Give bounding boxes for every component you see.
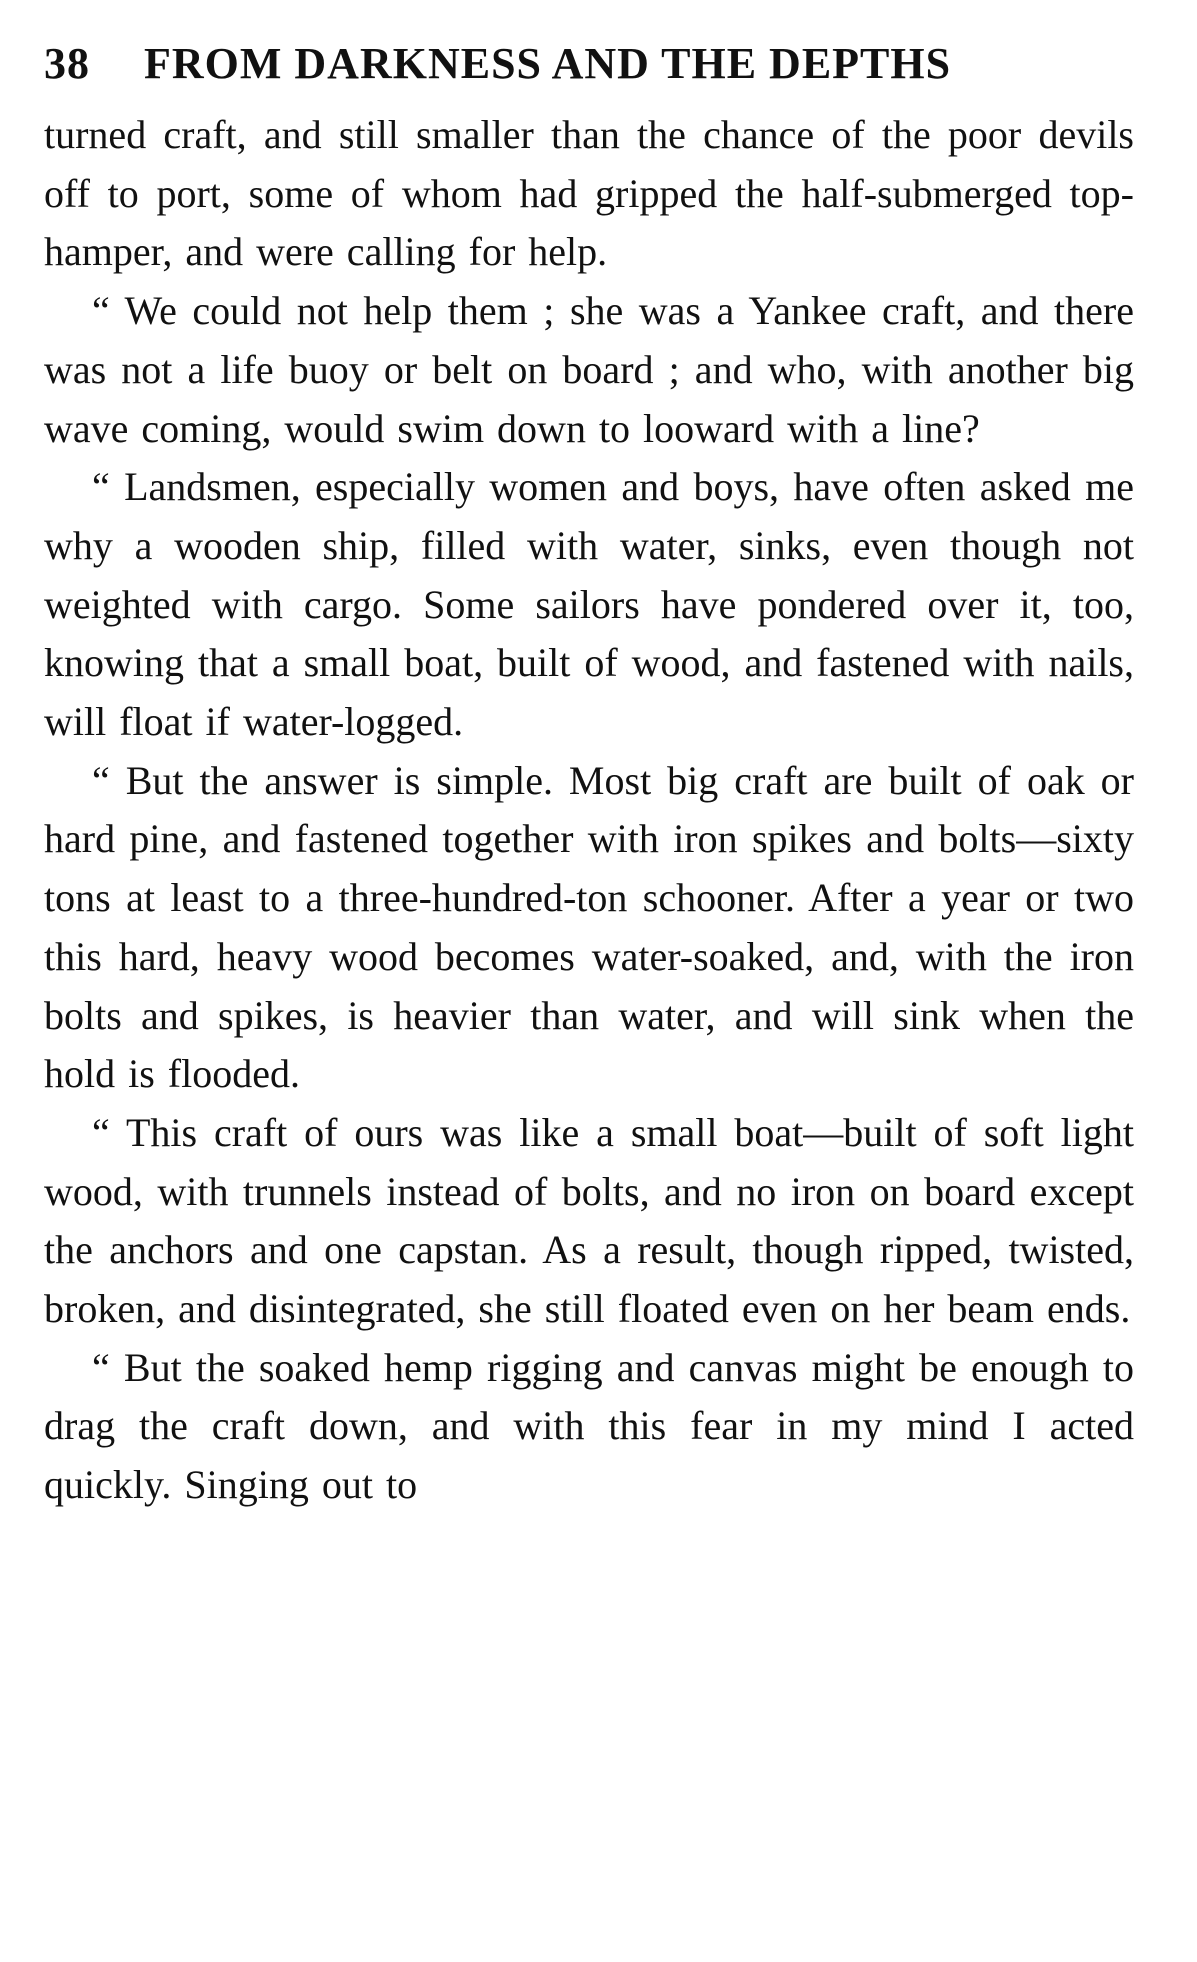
- running-head: [44, 36, 1134, 100]
- paragraph: “ We could not help them ; she was a Yankee craft, and there was not a life buoy or belt on board ; and who, with another big wave coming, would swim down to looward with a line?: [44, 288, 1134, 451]
- paragraph: “ This craft of ours was like a small boat—built of soft light wood, with trunnels instead of bolts, and no iron on board except the anchors and one capstan. As a result, though ripped, twisted, broken, and disintegrated, she still floated even on her beam ends.: [44, 1109, 1134, 1332]
- paragraph-continued: turned craft, and still smaller than the chance of the poor devils off to port, some of whom had gripped the half-submerged top-hamper, and were calling for help.: [44, 112, 1134, 275]
- paragraph: “ Landsmen, especially women and boys, have often asked me why a wooden ship, filled with water, sinks, even though not weighted with cargo. Some sailors have pondered over it, too, knowing that a small boat, built of wood, and fastened with nails, will float if water-logged.: [44, 464, 1134, 745]
- book-page: [44, 36, 1134, 1515]
- paragraph: “ But the answer is simple. Most big craft are built of oak or hard pine, and fastened together with iron spikes and bolts—sixty tons at least to a three-hundred-ton schooner. After a year or two this hard, heavy wood becomes water-soaked, and, with the iron bolts and spikes, is heavier than water, and will sink when the hold is flooded.: [44, 757, 1134, 1097]
- book-title: FROM DARKNESS AND THE DEPTHS: [144, 39, 952, 88]
- body-text: [44, 106, 1134, 1515]
- paragraph: “ But the soaked hemp rigging and canvas might be enough to drag the craft down, and with this fear in my mind I acted quickly. Singing out to: [44, 1344, 1134, 1508]
- page-number: 38: [44, 39, 90, 88]
